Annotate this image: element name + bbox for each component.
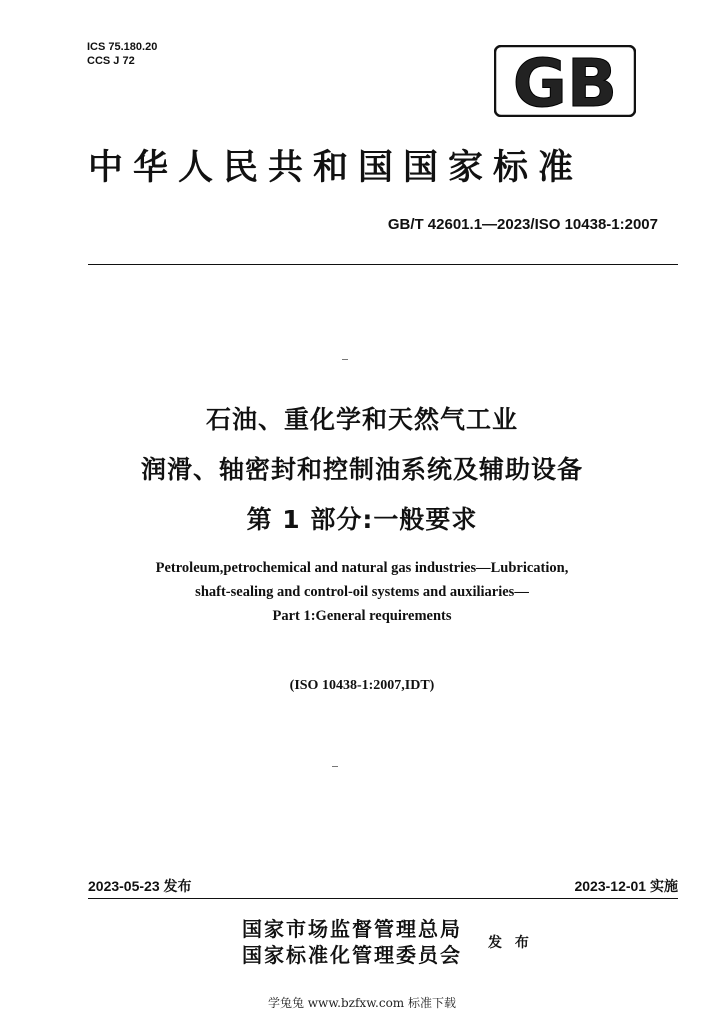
ics-code: ICS 75.180.20 — [87, 41, 158, 53]
dash-mark — [342, 359, 348, 360]
national-standard-title: 中华人民共和国国家标准 — [88, 147, 584, 188]
title-en-line-3: Part 1:General requirements — [272, 608, 452, 624]
identical-adoption-note: (ISO 10438-1:2007,IDT) — [289, 678, 435, 693]
issuer-samr: 国家市场监督管理总局 — [242, 917, 462, 941]
issuing-authorities — [242, 916, 462, 968]
issuer-sac: 国家标准化管理委员会 — [242, 943, 462, 967]
classification-codes — [87, 40, 157, 68]
title-cn-line-2: 润滑、轴密封和控制油系统及辅助设备 — [140, 455, 583, 484]
footer-watermark-text: 学兔兔 www.bzfxw.com 标准下载 — [267, 996, 457, 1010]
dash-mark — [332, 766, 338, 767]
title-en-line-1: Petroleum,petrochemical and natural gas industries—Lubrication, — [155, 560, 569, 576]
issue-date: 2023-05-23 发布 — [88, 878, 192, 894]
title-cn-line-1: 石油、重化学和天然气工业 — [205, 405, 518, 434]
bottom-divider — [88, 898, 678, 899]
top-divider — [88, 264, 678, 265]
gb-logo — [494, 45, 636, 117]
implementation-date: 2023-12-01 实施 — [574, 878, 678, 894]
standard-number: GB/T 42601.1—2023/ISO 10438-1:2007 — [387, 216, 658, 233]
gb-logo-text: GB — [512, 45, 618, 117]
title-cn-line-3: 第 1 部分:一般要求 — [246, 505, 478, 534]
title-en-line-2: shaft-sealing and control-oil systems and auxiliaries— — [195, 584, 529, 600]
issue-label: 发 布 — [488, 935, 533, 951]
ccs-code: CCS J 72 — [87, 55, 135, 67]
